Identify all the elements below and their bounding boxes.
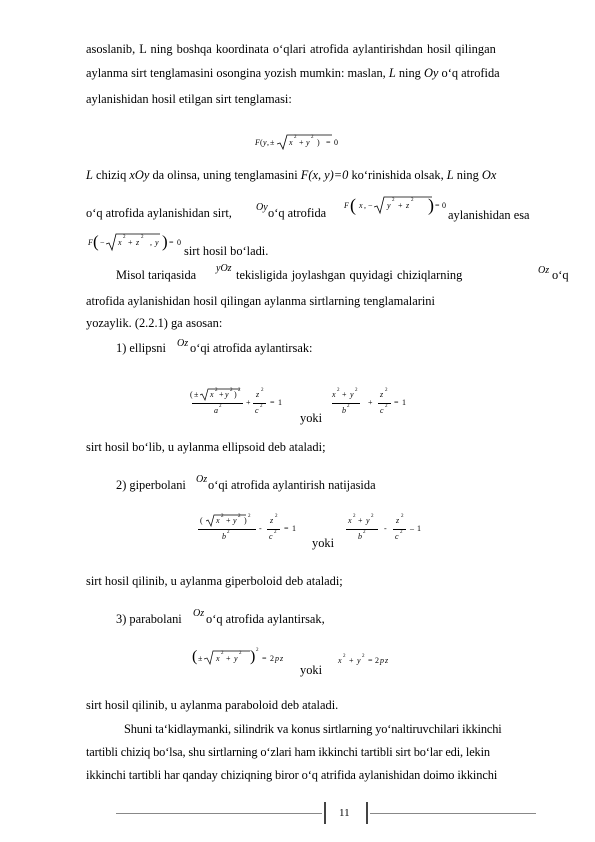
formula-rotation-oy: F ( y , ± x 2 + y 2 ) = 0 <box>255 135 338 147</box>
formula-paraboloid-2: x 2 + y 2 = 2 p z <box>338 654 389 665</box>
text-line: 1) ellipsni <box>116 341 166 355</box>
footer-rule-right <box>370 813 536 814</box>
footer-bracket-left <box>324 802 326 824</box>
footer-rule-left <box>116 813 322 814</box>
formula-rotation-oy-alt: F ( − x 2 + z 2 , y ) = 0 <box>88 232 181 251</box>
axis-label: Oz <box>193 608 205 619</box>
axis-label: Oz <box>538 265 550 276</box>
plane-label: yOz <box>216 263 232 274</box>
text-line: 2) giperbolani <box>116 478 186 492</box>
axis-label: Oz <box>196 474 208 485</box>
text-line: o‘q atrofida aylanishidan sirt, <box>86 206 232 220</box>
text-line: o‘q atrofida aylantirsak, <box>206 612 325 626</box>
formula-ellipsoid-2: x 2 + y 2 b 2 + z 2 c 2 = 1 <box>332 388 406 415</box>
text-line: sirt hosil bo‘lib, u aylanma ellipsoid deb ataladi; <box>86 440 326 454</box>
text-line: sirt hosil qilinib, u aylanma paraboloid deb ataladi. <box>86 698 339 712</box>
text-line: sirt hosil qilinib, u aylanma giperboloid deb ataladi; <box>86 574 343 588</box>
text-line: tekisligida joylashgan quyidagi chiziqlarning <box>236 268 463 282</box>
formula-ellipsoid-1: ( ± x 2 + y 2 ) 2 a 2 + z 2 c 2 = 1 <box>190 388 282 415</box>
text-line: ikkinchi tartibli har qanday chiziqning biror o‘q atrifida aylanishidan doimo ikkinchi <box>86 768 498 782</box>
axis-label: Oz <box>177 338 189 349</box>
page-number: 11 <box>339 807 350 819</box>
text-line: sirt hosil bo‘ladi. <box>184 244 269 258</box>
formula-hyperboloid-2: x 2 + y 2 b 2 - z 2 c 2 – 1 <box>348 514 421 541</box>
yoki-text: yoki <box>300 663 323 677</box>
formula-rotation-ox: F ( x , − y 2 + z 2 ) = 0 <box>344 195 446 215</box>
yoki-text: yoki <box>300 411 323 425</box>
yoki-text: yoki <box>312 536 335 550</box>
text-line: yozaylik. (2.2.1) ga asosan: <box>86 316 223 330</box>
text-line: asoslanib, L ning boshqa koordinata o‘qlari atrofida aylantirishdan hosil qilingan <box>86 42 496 56</box>
text-line: 3) parabolani <box>116 612 182 626</box>
formula-hyperboloid-1: ( x 2 + y 2 ) 2 b 2 - z 2 c 2 = 1 <box>200 514 296 541</box>
text-line: Misol tariqasida <box>116 268 197 282</box>
text-line: aylanishidan hosil etilgan sirt tenglamasi: <box>86 92 292 106</box>
text-line: o‘qi atrofida aylantirsak: <box>190 341 313 355</box>
text-line: L chiziq xOy da olinsa, uning tenglamasini F(x, y)=0 ko‘rinishida olsak, L ning Ox <box>86 168 497 182</box>
text-line: atrofida aylanishidan hosil qilingan aylanma sirtlarning tenglamalarini <box>86 294 435 308</box>
text-line: aylanma sirt tenglamasini osongina yozish mumkin: maslan, L ning Oy o‘q atrofida <box>86 66 500 80</box>
text-line: aylanishidan esa <box>448 208 530 222</box>
text-line: Shuni ta‘kidlaymanki, silindrik va konus sirtlarning yo‘naltiruvchilari ikkinchi <box>124 722 502 736</box>
text-line: o‘q atrofida <box>268 206 327 220</box>
text-line: tartibli chiziq bo‘lsa, shu sirtlarning o‘zlari ham ikkinchi tartibli sirt bo‘lar edi, lekin <box>86 745 490 759</box>
formula-paraboloid-1: ( ± x 2 + y 2 ) 2 = 2 p z <box>192 648 284 665</box>
footer-bracket-right <box>366 802 368 824</box>
text-line: o‘qi atrofida aylantirish natijasida <box>208 478 376 492</box>
axis-label: Oy <box>256 202 268 213</box>
text-line: o‘q <box>552 268 569 282</box>
